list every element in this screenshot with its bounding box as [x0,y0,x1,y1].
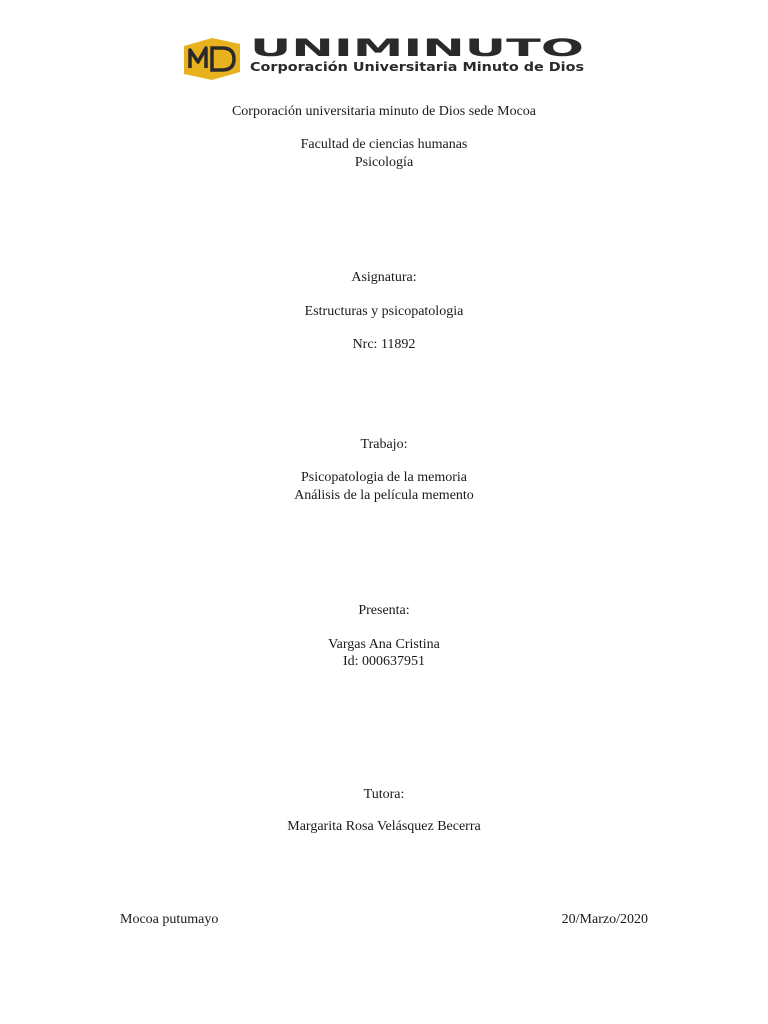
footer-place: Mocoa putumayo [120,912,219,927]
program-name: Psicología [354,155,414,170]
subject-nrc: Nrc: 11892 [352,337,416,352]
faculty-name: Facultad de ciencias humanas [300,137,468,152]
footer-date: 20/Marzo/2020 [561,912,648,927]
institution-name: Corporación universitaria minuto de Dios sede Mocoa [231,104,537,119]
work-title: Psicopatologia de la memoria [300,470,467,485]
work-subtitle: Análisis de la película memento [294,488,474,503]
logo-tagline-text: Corporación Universitaria Minuto de Dios [250,59,584,74]
tutor-name: Margarita Rosa Velásquez Becerra [287,819,481,834]
work-label: Trabajo: [360,437,408,452]
tutor-label: Tutora: [363,787,405,802]
presenter-id: Id: 000637951 [342,654,426,669]
logo-brand-text: UNIMINUTO [250,34,584,62]
presenter-name: Vargas Ana Cristina [328,637,440,652]
uniminuto-logo [182,34,586,84]
presenter-label: Presenta: [358,603,410,618]
logo-graphic [182,34,586,84]
subject-name: Estructuras y psicopatologia [304,304,464,319]
subject-label: Asignatura: [351,270,417,285]
